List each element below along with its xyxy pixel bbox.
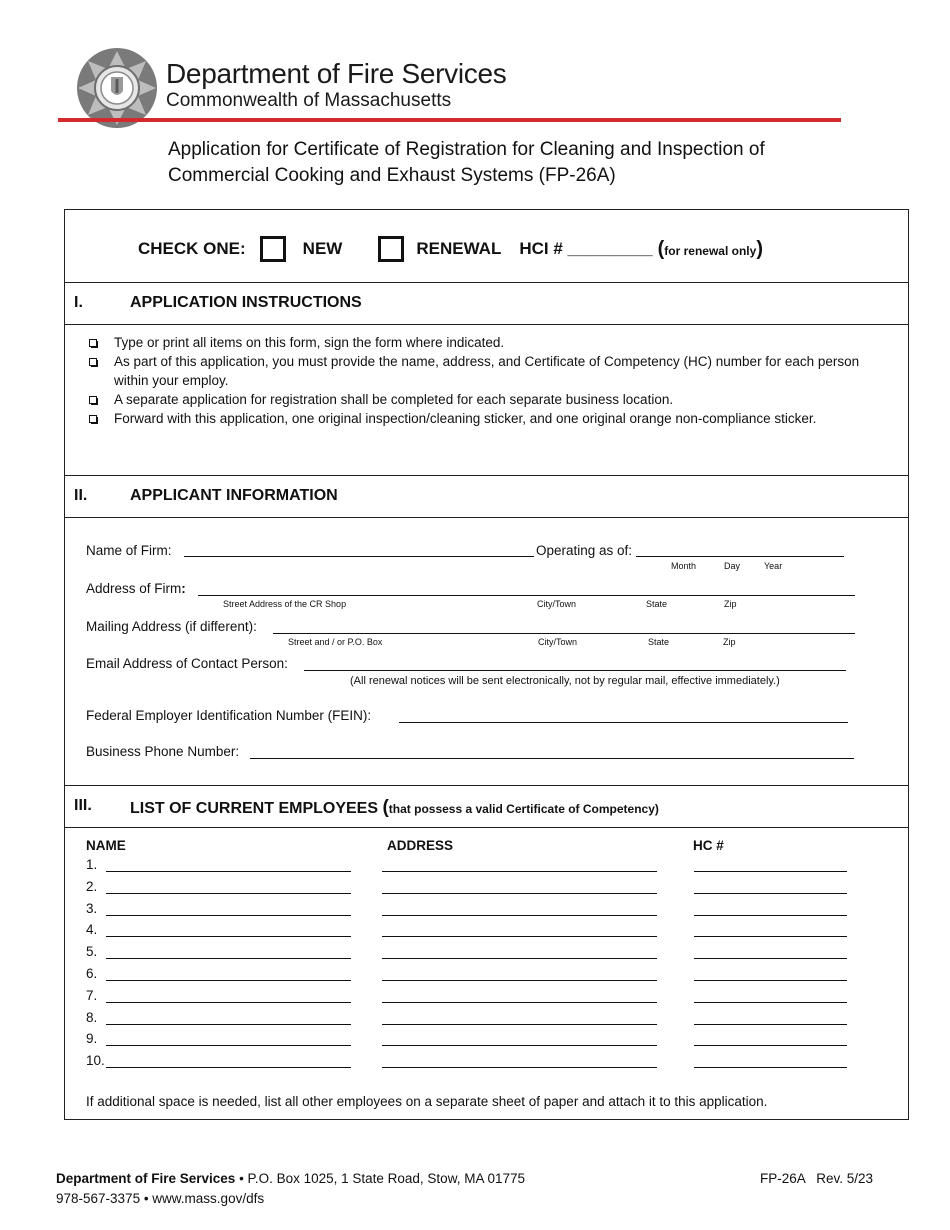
header-red-rule [58,118,841,122]
section-1-header [74,294,474,314]
paren-open: ( [657,237,665,260]
street-po-caption: Street and / or P.O. Box [288,637,383,647]
section-3-number: III. [74,797,92,814]
commonwealth-subtitle: Commonwealth of Massachusetts [166,90,452,111]
employee-address-input[interactable] [382,1067,657,1068]
section-2-number: II. [74,487,88,504]
phone-label: Business Phone Number: [86,744,240,759]
employee-address-input[interactable] [382,936,657,937]
divider [64,475,909,476]
email-label: Email Address of Contact Person: [86,656,288,671]
divider [64,785,909,786]
employee-address-input[interactable] [382,915,657,916]
instruction-text: Type or print all items on this form, sign the form where indicated. [114,335,505,350]
mailing-address-input[interactable] [273,633,855,634]
employee-name-input[interactable] [106,871,351,872]
checkbox-bullet-icon [89,415,97,423]
employee-row-number: 4. [86,922,98,937]
phone-input[interactable] [250,758,854,759]
employee-name-input[interactable] [106,980,351,981]
renewal-label: RENEWAL [416,239,502,258]
employee-row-number: 7. [86,988,98,1003]
instruction-item [86,333,866,352]
new-label: NEW [302,239,343,258]
checkbox-bullet-icon [89,339,97,347]
employee-row-number: 1. [86,857,98,872]
checkbox-bullet-icon [89,396,97,404]
name-of-firm-label: Name of Firm: [86,543,172,558]
employee-name-input[interactable] [106,936,351,937]
instruction-text: Forward with this application, one original inspection/cleaning sticker, and one original orange non-compliance sticker. [114,411,817,426]
employee-address-input[interactable] [382,1002,657,1003]
employee-name-input[interactable] [106,1002,351,1003]
footer-address [56,1171,525,1186]
operating-as-of-label: Operating as of: [536,543,633,558]
section-3-note: that possess a valid Certificate of Competency) [388,802,659,816]
employee-row-number: 10. [86,1053,105,1068]
employee-hc-input[interactable] [694,871,847,872]
employee-name-input[interactable] [106,1024,351,1025]
email-note: (All renewal notices will be sent electronically, not by regular mail, effective immediately.) [350,675,780,687]
form-revision: FP-26A Rev. 5/23 [760,1171,874,1186]
city-town-caption: City/Town [537,599,577,609]
renewal-checkbox[interactable] [378,236,404,262]
section-3-title-group [130,797,659,819]
employee-row-number: 2. [86,879,98,894]
employee-name-input[interactable] [106,1067,351,1068]
employee-address-input[interactable] [382,958,657,959]
instruction-item [86,352,866,390]
address-of-firm-text: Address of Firm [86,581,182,596]
divider [64,324,909,325]
fein-label: Federal Employer Identification Number (FEIN): [86,708,372,723]
form-title-line-1: Application for Certificate of Registration for Cleaning and Inspection of [168,139,765,160]
employee-row-number: 6. [86,966,98,981]
employee-hc-input[interactable] [694,915,847,916]
section-3-header [74,797,774,819]
state-caption: State [646,599,668,609]
employee-hc-input[interactable] [694,958,847,959]
name-of-firm-input[interactable] [184,556,534,557]
instruction-text: A separate application for registration shall be completed for each separate business location. [114,392,674,407]
column-header-name: NAME [86,838,126,853]
section-2-header [74,487,474,507]
divider [64,827,909,828]
employee-hc-input[interactable] [694,936,847,937]
additional-space-note: If additional space is needed, list all other employees on a separate sheet of paper and attach it to this application. [86,1094,768,1109]
employee-hc-input[interactable] [694,980,847,981]
paren-open: ( [382,797,389,818]
fein-input[interactable] [399,722,848,723]
city-town-caption: City/Town [538,637,578,647]
address-of-firm-input[interactable] [198,595,855,596]
divider [64,517,909,518]
footer-address-text: • P.O. Box 1025, 1 State Road, Stow, MA 01775 [235,1171,525,1186]
employee-address-input[interactable] [382,1024,657,1025]
dfs-seal-logo [76,47,158,129]
employee-address-input[interactable] [382,980,657,981]
instruction-item [86,390,866,409]
new-checkbox[interactable] [260,236,286,262]
instruction-item [86,409,866,428]
section-1-title: APPLICATION INSTRUCTIONS [130,294,362,311]
employee-address-input[interactable] [382,893,657,894]
zip-caption: Zip [723,637,736,647]
section-1-number: I. [74,294,83,311]
operating-as-of-input[interactable] [636,556,844,557]
employee-hc-input[interactable] [694,1045,847,1046]
form-title-line-2: Commercial Cooking and Exhaust Systems (FP-26A) [168,165,616,186]
street-cr-caption: Street Address of the CR Shop [223,599,347,609]
employee-name-input[interactable] [106,893,351,894]
employee-row-number: 5. [86,944,98,959]
footer-contact: 978-567-3375 • www.mass.gov/dfs [56,1191,265,1206]
hci-number-field[interactable]: HCI # _________ [519,239,653,258]
instruction-list [86,333,866,428]
email-input[interactable] [304,670,846,671]
employee-row-number: 9. [86,1031,98,1046]
column-header-hc: HC # [693,838,724,853]
year-caption: Year [764,561,783,571]
hci-renewal-note: for renewal only [664,243,757,258]
form-title [168,137,765,189]
employee-name-input[interactable] [106,1045,351,1046]
employee-name-input[interactable] [106,958,351,959]
section-2-title: APPLICANT INFORMATION [130,487,338,504]
day-caption: Day [724,561,741,571]
checkbox-bullet-icon [89,358,97,366]
state-caption: State [648,637,670,647]
employee-hc-input[interactable] [694,1067,847,1068]
employee-row-number: 3. [86,901,98,916]
column-header-address: ADDRESS [387,838,454,853]
check-one-label: CHECK ONE: [138,239,246,258]
footer-dept: Department of Fire Services [56,1171,236,1186]
check-one-row [138,232,763,266]
address-colon: : [181,581,186,596]
instruction-text: As part of this application, you must provide the name, address, and Certificate of Competency (HC) number for each person within your employ. [114,354,860,388]
section-3-title: LIST OF CURRENT EMPLOYEES [130,800,383,817]
employee-hc-input[interactable] [694,1024,847,1025]
zip-caption: Zip [724,599,737,609]
address-of-firm-label [86,581,186,596]
paren-close: ) [756,237,763,260]
month-caption: Month [671,561,697,571]
employee-address-input[interactable] [382,1045,657,1046]
employee-hc-input[interactable] [694,1002,847,1003]
employee-address-input[interactable] [382,871,657,872]
employee-hc-input[interactable] [694,893,847,894]
employee-row-number: 8. [86,1010,98,1025]
department-title: Department of Fire Services [166,58,507,89]
mailing-address-label: Mailing Address (if different): [86,619,257,634]
divider [64,282,909,283]
employee-name-input[interactable] [106,915,351,916]
